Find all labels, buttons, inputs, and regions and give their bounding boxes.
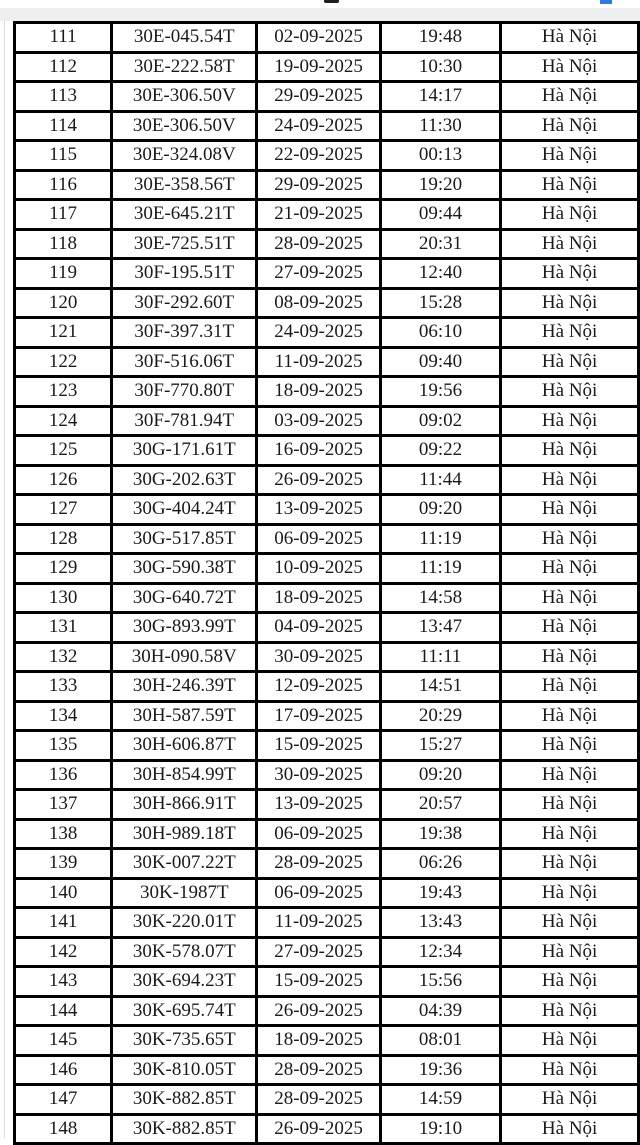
table-row xyxy=(15,613,639,643)
cell-plate: 30K-810.05T xyxy=(112,1055,257,1085)
cell-plate: 30G-640.72T xyxy=(112,583,257,613)
cell-location: Hà Nội xyxy=(501,82,639,112)
cell-time: 20:29 xyxy=(380,701,501,731)
cell-plate: 30K-735.65T xyxy=(112,1026,257,1056)
table-row xyxy=(15,937,639,967)
table-row xyxy=(15,52,639,82)
table-row xyxy=(15,23,639,53)
cell-time: 19:20 xyxy=(380,170,501,200)
cell-index: 120 xyxy=(15,288,112,318)
cell-time: 11:30 xyxy=(380,111,501,141)
cell-plate: 30F-516.06T xyxy=(112,347,257,377)
cell-index: 147 xyxy=(15,1085,112,1115)
cell-index: 133 xyxy=(15,672,112,702)
cell-date: 15-09-2025 xyxy=(257,731,380,761)
cell-plate: 30K-1987T xyxy=(112,878,257,908)
cell-location: Hà Nội xyxy=(501,908,639,938)
table-row xyxy=(15,259,639,289)
cell-plate: 30H-866.91T xyxy=(112,790,257,820)
cell-date: 15-09-2025 xyxy=(257,967,380,997)
cell-index: 134 xyxy=(15,701,112,731)
table-row xyxy=(15,318,639,348)
cell-time: 00:13 xyxy=(380,141,501,171)
cell-index: 125 xyxy=(15,436,112,466)
cell-location: Hà Nội xyxy=(501,849,639,879)
header-gray-band xyxy=(0,8,640,21)
cell-location: Hà Nội xyxy=(501,170,639,200)
cell-location: Hà Nội xyxy=(501,465,639,495)
cell-date: 26-09-2025 xyxy=(257,1114,380,1144)
cell-location: Hà Nội xyxy=(501,878,639,908)
cell-location: Hà Nội xyxy=(501,790,639,820)
cell-date: 12-09-2025 xyxy=(257,672,380,702)
cell-location: Hà Nội xyxy=(501,259,639,289)
cell-location: Hà Nội xyxy=(501,937,639,967)
cell-time: 13:47 xyxy=(380,613,501,643)
cell-date: 22-09-2025 xyxy=(257,141,380,171)
cell-date: 18-09-2025 xyxy=(257,583,380,613)
cell-index: 148 xyxy=(15,1114,112,1144)
cell-index: 139 xyxy=(15,849,112,879)
cell-plate: 30K-220.01T xyxy=(112,908,257,938)
cell-plate: 30H-587.59T xyxy=(112,701,257,731)
cell-plate: 30K-882.85T xyxy=(112,1085,257,1115)
cell-date: 28-09-2025 xyxy=(257,849,380,879)
cell-location: Hà Nội xyxy=(501,1026,639,1056)
cell-date: 24-09-2025 xyxy=(257,318,380,348)
cell-time: 19:10 xyxy=(380,1114,501,1144)
cell-time: 15:27 xyxy=(380,731,501,761)
cell-index: 140 xyxy=(15,878,112,908)
cell-index: 145 xyxy=(15,1026,112,1056)
cell-time: 19:48 xyxy=(380,23,501,53)
cell-index: 138 xyxy=(15,819,112,849)
cell-index: 142 xyxy=(15,937,112,967)
cell-plate: 30E-358.56T xyxy=(112,170,257,200)
cell-index: 121 xyxy=(15,318,112,348)
cell-index: 119 xyxy=(15,259,112,289)
cell-date: 28-09-2025 xyxy=(257,1085,380,1115)
cell-location: Hà Nội xyxy=(501,996,639,1026)
cell-date: 28-09-2025 xyxy=(257,1055,380,1085)
cell-location: Hà Nội xyxy=(501,377,639,407)
table-row xyxy=(15,967,639,997)
cell-time: 12:34 xyxy=(380,937,501,967)
cell-location: Hà Nội xyxy=(501,967,639,997)
cell-location: Hà Nội xyxy=(501,229,639,259)
cell-plate: 30F-770.80T xyxy=(112,377,257,407)
cell-time: 09:02 xyxy=(380,406,501,436)
cell-index: 137 xyxy=(15,790,112,820)
cell-time: 10:30 xyxy=(380,52,501,82)
cell-date: 16-09-2025 xyxy=(257,436,380,466)
cell-plate: 30K-882.85T xyxy=(112,1114,257,1144)
cell-date: 24-09-2025 xyxy=(257,111,380,141)
cell-time: 19:38 xyxy=(380,819,501,849)
violation-table-container xyxy=(13,21,640,1145)
cell-location: Hà Nội xyxy=(501,495,639,525)
cell-location: Hà Nội xyxy=(501,613,639,643)
table-row xyxy=(15,1026,639,1056)
table-row xyxy=(15,111,639,141)
cell-time: 15:28 xyxy=(380,288,501,318)
cell-plate: 30H-246.39T xyxy=(112,672,257,702)
cell-index: 111 xyxy=(15,23,112,53)
cell-location: Hà Nội xyxy=(501,436,639,466)
cell-location: Hà Nội xyxy=(501,760,639,790)
cell-plate: 30E-645.21T xyxy=(112,200,257,230)
cell-time: 19:36 xyxy=(380,1055,501,1085)
violation-table-body xyxy=(15,23,639,1144)
cell-location: Hà Nội xyxy=(501,141,639,171)
cell-location: Hà Nội xyxy=(501,583,639,613)
cell-plate: 30F-397.31T xyxy=(112,318,257,348)
cell-date: 26-09-2025 xyxy=(257,996,380,1026)
cell-index: 132 xyxy=(15,642,112,672)
cell-plate: 30E-045.54T xyxy=(112,23,257,53)
cell-index: 117 xyxy=(15,200,112,230)
cell-time: 09:20 xyxy=(380,760,501,790)
cell-plate: 30F-195.51T xyxy=(112,259,257,289)
cell-location: Hà Nội xyxy=(501,819,639,849)
cell-location: Hà Nội xyxy=(501,524,639,554)
table-row xyxy=(15,170,639,200)
cell-location: Hà Nội xyxy=(501,731,639,761)
table-row xyxy=(15,760,639,790)
cell-plate: 30G-893.99T xyxy=(112,613,257,643)
table-row xyxy=(15,288,639,318)
cell-date: 06-09-2025 xyxy=(257,524,380,554)
cell-time: 06:10 xyxy=(380,318,501,348)
cell-plate: 30E-324.08V xyxy=(112,141,257,171)
cell-date: 11-09-2025 xyxy=(257,908,380,938)
cell-date: 03-09-2025 xyxy=(257,406,380,436)
cell-time: 09:20 xyxy=(380,495,501,525)
cutoff-link-fragment[interactable] xyxy=(600,0,612,4)
cell-index: 112 xyxy=(15,52,112,82)
cell-index: 136 xyxy=(15,760,112,790)
cell-plate: 30F-292.60T xyxy=(112,288,257,318)
cell-plate: 30K-695.74T xyxy=(112,996,257,1026)
table-row xyxy=(15,141,639,171)
cell-index: 126 xyxy=(15,465,112,495)
cell-location: Hà Nội xyxy=(501,672,639,702)
table-row xyxy=(15,436,639,466)
cell-index: 118 xyxy=(15,229,112,259)
cell-date: 11-09-2025 xyxy=(257,347,380,377)
cell-time: 19:43 xyxy=(380,878,501,908)
cell-plate: 30G-171.61T xyxy=(112,436,257,466)
cell-time: 11:19 xyxy=(380,524,501,554)
cell-time: 09:44 xyxy=(380,200,501,230)
table-row xyxy=(15,642,639,672)
cell-location: Hà Nội xyxy=(501,347,639,377)
cell-index: 115 xyxy=(15,141,112,171)
cell-date: 02-09-2025 xyxy=(257,23,380,53)
cell-plate: 30H-989.18T xyxy=(112,819,257,849)
cell-index: 113 xyxy=(15,82,112,112)
cell-date: 29-09-2025 xyxy=(257,82,380,112)
cell-location: Hà Nội xyxy=(501,406,639,436)
cell-date: 30-09-2025 xyxy=(257,642,380,672)
cell-location: Hà Nội xyxy=(501,52,639,82)
table-row xyxy=(15,790,639,820)
cell-date: 08-09-2025 xyxy=(257,288,380,318)
cell-location: Hà Nội xyxy=(501,1085,639,1115)
cell-date: 17-09-2025 xyxy=(257,701,380,731)
cell-plate: 30H-606.87T xyxy=(112,731,257,761)
table-row xyxy=(15,1085,639,1115)
table-row xyxy=(15,495,639,525)
cell-date: 06-09-2025 xyxy=(257,819,380,849)
cell-date: 13-09-2025 xyxy=(257,495,380,525)
cell-location: Hà Nội xyxy=(501,288,639,318)
cell-time: 09:40 xyxy=(380,347,501,377)
table-row xyxy=(15,1055,639,1085)
cell-time: 14:51 xyxy=(380,672,501,702)
table-row xyxy=(15,200,639,230)
cell-date: 18-09-2025 xyxy=(257,377,380,407)
cell-date: 28-09-2025 xyxy=(257,229,380,259)
table-row xyxy=(15,465,639,495)
cell-time: 06:26 xyxy=(380,849,501,879)
cell-date: 10-09-2025 xyxy=(257,554,380,584)
cutoff-text-fragment xyxy=(324,0,339,3)
cell-index: 135 xyxy=(15,731,112,761)
cell-index: 114 xyxy=(15,111,112,141)
cell-time: 14:59 xyxy=(380,1085,501,1115)
cell-time: 20:31 xyxy=(380,229,501,259)
table-row xyxy=(15,377,639,407)
cell-plate: 30E-725.51T xyxy=(112,229,257,259)
table-row xyxy=(15,731,639,761)
table-row xyxy=(15,82,639,112)
cell-date: 30-09-2025 xyxy=(257,760,380,790)
cell-location: Hà Nội xyxy=(501,318,639,348)
table-row xyxy=(15,229,639,259)
cell-plate: 30G-517.85T xyxy=(112,524,257,554)
cell-location: Hà Nội xyxy=(501,1114,639,1144)
cell-time: 13:43 xyxy=(380,908,501,938)
cell-index: 123 xyxy=(15,377,112,407)
cell-location: Hà Nội xyxy=(501,701,639,731)
cell-time: 11:44 xyxy=(380,465,501,495)
cell-time: 04:39 xyxy=(380,996,501,1026)
cell-plate: 30H-090.58V xyxy=(112,642,257,672)
cell-date: 27-09-2025 xyxy=(257,259,380,289)
cell-time: 12:40 xyxy=(380,259,501,289)
cell-date: 19-09-2025 xyxy=(257,52,380,82)
cell-plate: 30G-202.63T xyxy=(112,465,257,495)
table-row xyxy=(15,878,639,908)
cell-index: 130 xyxy=(15,583,112,613)
cell-location: Hà Nội xyxy=(501,642,639,672)
cell-index: 122 xyxy=(15,347,112,377)
cell-index: 124 xyxy=(15,406,112,436)
cell-plate: 30F-781.94T xyxy=(112,406,257,436)
cell-index: 128 xyxy=(15,524,112,554)
cell-index: 144 xyxy=(15,996,112,1026)
cell-time: 11:19 xyxy=(380,554,501,584)
cell-date: 26-09-2025 xyxy=(257,465,380,495)
cell-time: 14:58 xyxy=(380,583,501,613)
cell-plate: 30H-854.99T xyxy=(112,760,257,790)
cell-location: Hà Nội xyxy=(501,1055,639,1085)
cell-plate: 30G-590.38T xyxy=(112,554,257,584)
cell-index: 131 xyxy=(15,613,112,643)
cell-time: 14:17 xyxy=(380,82,501,112)
table-row xyxy=(15,701,639,731)
cell-plate: 30K-694.23T xyxy=(112,967,257,997)
cell-plate: 30E-222.58T xyxy=(112,52,257,82)
cell-time: 08:01 xyxy=(380,1026,501,1056)
cell-time: 15:56 xyxy=(380,967,501,997)
cell-date: 18-09-2025 xyxy=(257,1026,380,1056)
violation-table xyxy=(13,21,640,1145)
table-row xyxy=(15,849,639,879)
table-row xyxy=(15,406,639,436)
table-row xyxy=(15,524,639,554)
cell-date: 29-09-2025 xyxy=(257,170,380,200)
cell-plate: 30G-404.24T xyxy=(112,495,257,525)
cell-index: 146 xyxy=(15,1055,112,1085)
top-strip xyxy=(0,0,640,8)
cell-time: 19:56 xyxy=(380,377,501,407)
cell-location: Hà Nội xyxy=(501,554,639,584)
cell-index: 116 xyxy=(15,170,112,200)
page-edge-line xyxy=(4,21,5,1138)
cell-time: 20:57 xyxy=(380,790,501,820)
table-row xyxy=(15,996,639,1026)
cell-date: 06-09-2025 xyxy=(257,878,380,908)
table-row xyxy=(15,908,639,938)
cell-index: 129 xyxy=(15,554,112,584)
table-row xyxy=(15,819,639,849)
cell-plate: 30K-578.07T xyxy=(112,937,257,967)
cell-time: 11:11 xyxy=(380,642,501,672)
cell-date: 13-09-2025 xyxy=(257,790,380,820)
cell-index: 143 xyxy=(15,967,112,997)
cell-date: 21-09-2025 xyxy=(257,200,380,230)
cell-date: 04-09-2025 xyxy=(257,613,380,643)
cell-index: 127 xyxy=(15,495,112,525)
table-row xyxy=(15,583,639,613)
cell-location: Hà Nội xyxy=(501,200,639,230)
cell-location: Hà Nội xyxy=(501,23,639,53)
table-row xyxy=(15,1114,639,1144)
cell-time: 09:22 xyxy=(380,436,501,466)
table-row xyxy=(15,347,639,377)
cell-plate: 30E-306.50V xyxy=(112,111,257,141)
table-row xyxy=(15,554,639,584)
table-row xyxy=(15,672,639,702)
cell-location: Hà Nội xyxy=(501,111,639,141)
cell-date: 27-09-2025 xyxy=(257,937,380,967)
cell-plate: 30E-306.50V xyxy=(112,82,257,112)
cell-plate: 30K-007.22T xyxy=(112,849,257,879)
cell-index: 141 xyxy=(15,908,112,938)
